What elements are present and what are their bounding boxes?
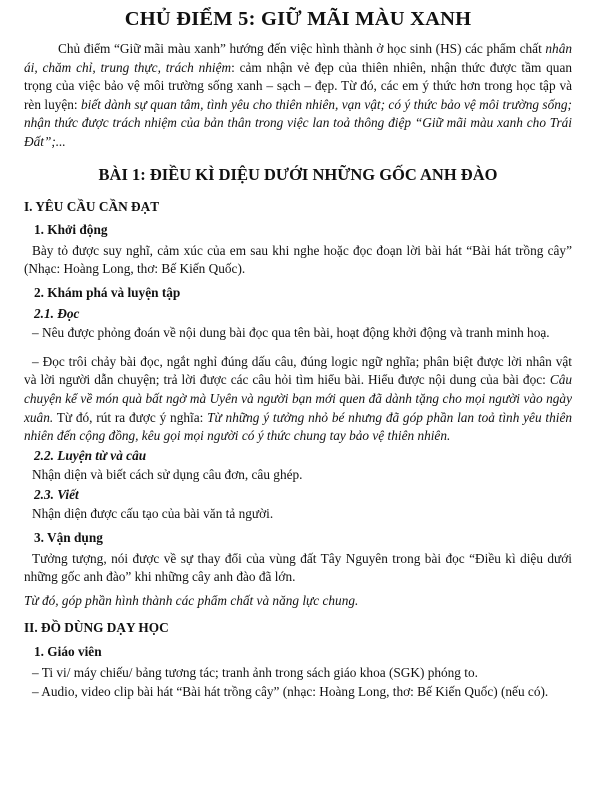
vocabulary-text: Nhận diện và biết cách sử dụng câu đơn, câu ghép. — [32, 467, 303, 483]
topic-title: CHỦ ĐIỂM 5: GIỮ MÃI MÀU XANH — [124, 8, 472, 30]
intro-attitudes: biết dành sự quan tâm, tình yêu cho thiên nhiên, vạn vật; có ý thức bảo vệ môi trường sống; nhận thức được trách nhiệm của bản thân trong việc lan toả thông điệp “Giữ mãi màu xanh cho Trái Đất”;... — [24, 96, 572, 149]
reading-paragraph-1: – Nêu được phỏng đoán về nội dung bài đọc qua tên bài, hoạt động khởi động và tranh minh hoạ. — [32, 325, 550, 341]
section-heading-requirements: I. YÊU CẦU CẦN ĐẠT — [24, 198, 160, 214]
intro-qualities: nhân ái, chăm chỉ, trung thực, trách nhiệm — [24, 41, 572, 75]
reading-text: Từ đó, rút ra được ý nghĩa: — [53, 409, 208, 425]
subheading-application: 3. Vận dụng — [34, 530, 103, 546]
topic-intro — [24, 40, 572, 152]
subheading-warmup: 1. Khởi động — [34, 222, 108, 238]
intro-text: : cảm nhận vẻ đẹp của thiên nhiên, nhận thức được tầm quan trọng của việc bảo vệ môi trường sống xanh – sạch – đẹp. Từ đó, các em ý thức hơn trong học tập và rèn luyện: — [24, 59, 573, 112]
intro-text: Chủ điểm “Giữ mãi màu xanh” hướng đến việc hình thành ở học sinh (HS) các phẩm chất — [58, 41, 546, 56]
warmup-text: Bày tỏ được suy nghĩ, cảm xúc của em sau khi nghe hoặc đọc đoạn lời bài hát “Bài hát trồng cây” (Nhạc: Hoàng Long, thơ: Bế Kiến Quốc). — [24, 242, 572, 277]
teacher-item-2: – Audio, video clip bài hát “Bài hát trồng cây” (nhạc: Hoàng Long, thơ: Bế Kiến Quốc) (nếu có). — [32, 684, 549, 700]
application-text: Tưởng tượng, nói được về sự thay đổi của vùng đất Tây Nguyên trong bài đọc “Điều kì diệu dưới những gốc anh đào” khi những cây anh đào đã lớn. — [24, 550, 572, 585]
reading-paragraph-2 — [24, 353, 572, 446]
reading-summary: Câu chuyện kể về món quà bất ngờ mà Uyên và người bạn mới quen đã dành tặng cho mọi người vào ngày xuân. — [24, 372, 572, 425]
teacher-item-1: – Ti vi/ máy chiếu/ bảng tương tác; tranh ảnh trong sách giáo khoa (SGK) phóng to. — [32, 664, 478, 680]
subheading-reading: 2.1. Đọc — [34, 305, 80, 321]
reading-meaning: Từ những ý tưởng nhỏ bé nhưng đã góp phần lan toả tình yêu thiên nhiên đến cộng đồng, kêu gọi mọi người có ý thức chung tay bảo vệ thiên nhiên. — [24, 409, 572, 444]
subheading-vocabulary: 2.2. Luyện từ và câu — [34, 447, 147, 463]
conclusion-italic: Từ đó, góp phần hình thành các phẩm chất và năng lực chung. — [24, 592, 359, 608]
section-heading-materials: II. ĐỒ DÙNG DẠY HỌC — [24, 620, 169, 636]
subheading-writing: 2.3. Viết — [34, 486, 79, 502]
subheading-teacher: 1. Giáo viên — [34, 644, 102, 660]
writing-text: Nhận diện được cấu tạo của bài văn tả người. — [32, 506, 274, 522]
lesson-title: BÀI 1: ĐIỀU KÌ DIỆU DƯỚI NHỮNG GỐC ANH ĐÀO — [98, 164, 498, 184]
reading-text: – Đọc trôi chảy bài đọc, ngắt nghỉ đúng dấu câu, đúng logic ngữ nghĩa; phân biệt được lời nhân vật và lời người dẫn chuyện; trả lời được các câu hỏi tìm hiểu bài. Hiểu được nội dung của bài đọc: — [24, 353, 572, 388]
subheading-explore: 2. Khám phá và luyện tập — [34, 284, 181, 300]
application-conclusion — [24, 592, 572, 611]
